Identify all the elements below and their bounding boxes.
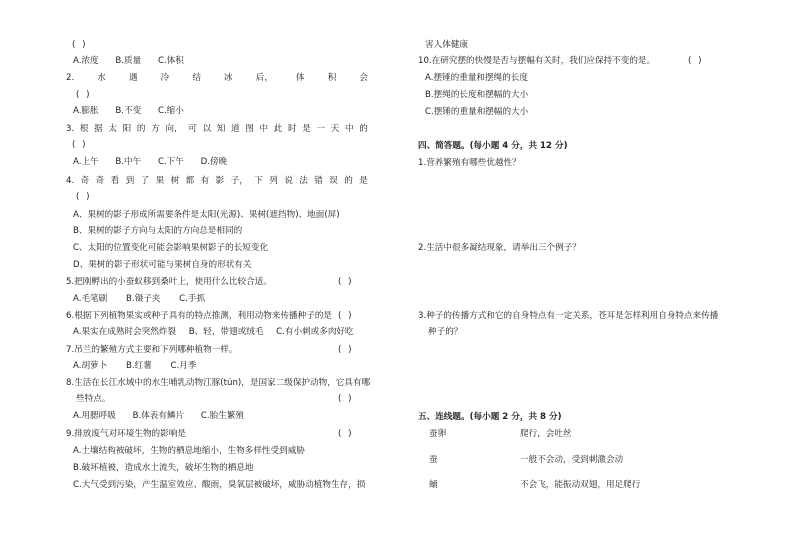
q7-option-a: A.胡萝卜 [73, 361, 108, 371]
match-right-1: 爬行，会吐丝 [520, 429, 572, 439]
q8-option-b: B.体表有鳞片 [132, 411, 185, 421]
q4-stem: 4. 奇 奇 看 到 了 果 树 都 有 影 子， 下 列 说 法 错 误 的 是 [66, 176, 368, 186]
q10-option-b: B.摆绳的长度和摆幅的大小 [425, 90, 529, 100]
q4-option-c: C、太阳的位置变化可能会影响果树影子的长短变化 [73, 243, 269, 253]
q2-option-a: A.膨胀 [73, 106, 99, 116]
q1-answer-paren: ( ) [72, 40, 88, 50]
section5-note: (每小题 2 分，共 8 分) [469, 412, 562, 422]
q3-option-d: D.傍晚 [200, 157, 228, 167]
match-right-2: 一般不会动，受到刺激会动 [520, 455, 624, 465]
q3-stem: 3. 根 据 太 阳 的 方 向， 可 以 知 道 图 中 此 时 是 一 天 中 的 [66, 124, 368, 134]
q4-option-b: B、果树的影子方向与太阳的方向总是相同的 [73, 226, 243, 236]
match-left-3: 蛹 [429, 480, 438, 490]
q5-options [73, 294, 205, 305]
q7-options [73, 361, 196, 372]
q7-answer-paren: ( ) [338, 345, 354, 355]
q8-answer-paren: ( ) [338, 394, 354, 404]
q10-option-c: C.摆锤的重量和摆幅的大小 [425, 107, 529, 117]
q3-option-a: A.上午 [73, 157, 99, 167]
q9-option-c: C.大气受到污染，产生温室效应、酸雨，臭氧层被破坏，威胁动植物生存，损 [73, 480, 366, 490]
q7-option-c: C.月季 [170, 361, 197, 371]
q3-option-c: C.下午 [157, 157, 184, 167]
q7-stem: 7.吊兰的繁殖方式主要和下列哪种植物一样。 [66, 345, 238, 355]
q10-answer-paren: ( ) [688, 56, 704, 66]
q4-option-a: A、果树的影子形成所需要条件是太阳(光源)、果树(遮挡物)、地面(屏) [73, 210, 340, 220]
section4-title: 四、简答题。 [418, 141, 470, 151]
q3-options [73, 157, 227, 168]
q7-option-b: B.红薯 [125, 361, 152, 371]
section5-heading [418, 412, 562, 423]
s4-question-2: 2.生活中很多凝结现象，请举出三个例子？ [418, 243, 581, 253]
q9-stem: 9.排放废气对环境生物的影响是 [66, 429, 186, 439]
section4-heading [418, 141, 568, 152]
q4-answer-paren: ( ) [76, 192, 92, 202]
q9-answer-paren: ( ) [338, 429, 354, 439]
q1-option-b: B.质量 [115, 56, 142, 66]
s4-question-1: 1.营养繁殖有哪些优越性？ [418, 158, 521, 168]
q2-options [73, 106, 184, 117]
q1-options [73, 56, 184, 67]
q8-option-c: C.胎生繁殖 [200, 411, 245, 421]
s4-question-3-line1: 3.种子的传播方式和它的自身特点有一定关系，苍耳是怎样利用自身特点来传播 [418, 311, 719, 321]
q8-stem-line1: 8.生活在长江水域中的水生哺乳动物江豚(tún)，是国家二级保护动物，它具有哪 [66, 378, 371, 388]
q6-options [73, 327, 354, 338]
q5-answer-paren: ( ) [338, 277, 354, 287]
q2-option-b: B.不变 [115, 106, 142, 116]
match-left-2: 蚕 [429, 455, 438, 465]
q6-option-c: C.有小刺或多肉好吃 [276, 327, 354, 337]
q3-answer-paren: ( ) [72, 140, 88, 150]
q1-option-c: C.体积 [157, 56, 184, 66]
q6-option-a: A.果实在成熟时会突然炸裂 [73, 327, 176, 337]
q10-option-a: A.摆锤的重量和摆绳的长度 [425, 73, 528, 83]
q9-option-a: A.土壤结构被破坏，生物的栖息地缩小，生物多样性受到威胁 [73, 446, 305, 456]
s4-question-3-line2: 种子的？ [428, 327, 463, 337]
q5-option-b: B.镊子夹 [125, 294, 161, 304]
section5-title: 五、连线题。 [418, 412, 470, 422]
q1-option-a: A.浓度 [73, 56, 99, 66]
section4-note: (每小题 4 分，共 12 分) [469, 141, 568, 151]
q6-answer-paren: ( ) [338, 311, 354, 321]
q3-option-b: B.中午 [115, 157, 142, 167]
q2-option-c: C.缩小 [157, 106, 184, 116]
q6-stem: 6.根据下列植物果实或种子具有的特点推测，利用动物来传播种子的是 [66, 311, 333, 321]
match-right-3: 不会飞，能振动双翅，用足爬行 [520, 480, 641, 490]
q8-stem-line2: 些特点。 [76, 394, 111, 404]
q5-option-a: A.毛笔刷 [73, 294, 108, 304]
q4-option-d: D、果树的影子形状可能与果树自身的形状有关 [73, 260, 252, 270]
q5-option-c: C.手抓 [179, 294, 206, 304]
q10-stem: 10.在研究摆的快慢是否与摆幅有关时，我们应保持不变的是。 [418, 56, 656, 66]
q9-option-b: B.破坏植被，造成水土流失，破坏生物的栖息地 [73, 463, 254, 473]
q2-answer-paren: ( ) [76, 90, 92, 100]
q5-stem: 5.把刚孵出的小蚕蚁移到桑叶上，使用什么比较合适。 [66, 277, 272, 287]
q2-stem: 2. 水 遇 冷 结 冰 后， 体 积 会 [66, 73, 368, 83]
q6-option-b: B、轻，带翅或绒毛 [188, 327, 264, 337]
q8-option-a: A.用腮呼吸 [73, 411, 116, 421]
match-left-1: 蚕卵 [429, 429, 447, 439]
q8-options [73, 411, 244, 422]
q9-continuation: 害人体健康 [425, 40, 468, 50]
